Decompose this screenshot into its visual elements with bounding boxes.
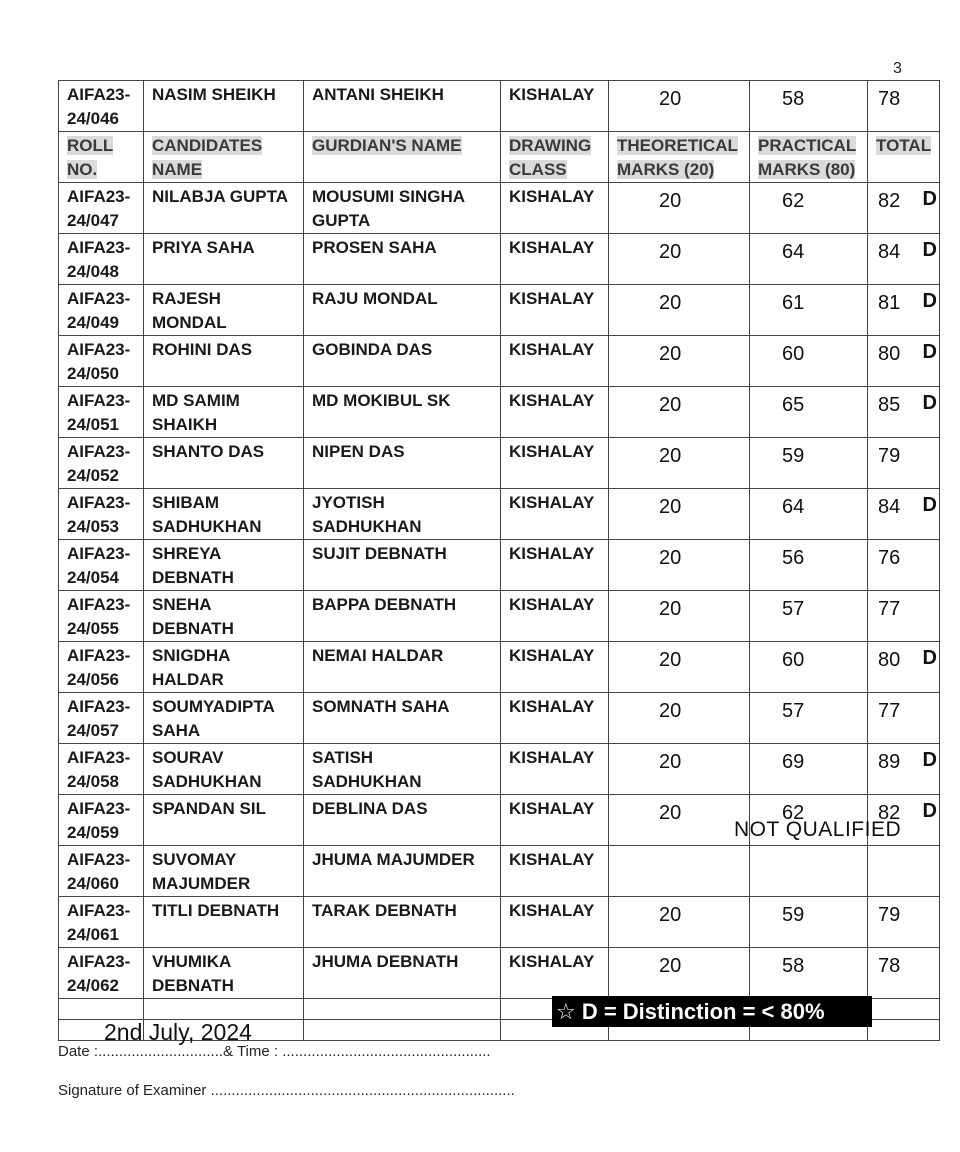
practical-marks-cell: 62 [750, 183, 868, 234]
total-value: 82 [878, 802, 901, 824]
drawing-class-cell: KISHALAY [501, 387, 609, 438]
roll-no-cell: AIFA23- 24/056 [59, 642, 144, 693]
distinction-mark: D [922, 800, 937, 822]
total-value: 81 [878, 292, 901, 314]
total-value: 85 [878, 394, 901, 416]
total-marks-cell [868, 183, 940, 234]
candidate-name-cell: MD SAMIM SHAIKH [144, 387, 304, 438]
candidate-name-cell: SHANTO DAS [144, 438, 304, 489]
theoretical-marks-cell: 20 [609, 285, 750, 336]
table-row [59, 897, 940, 948]
candidate-name-cell: NILABJA GUPTA [144, 183, 304, 234]
roll-no-cell: AIFA23- 24/061 [59, 897, 144, 948]
practical-marks-cell: 62 [750, 795, 868, 846]
theoretical-marks-cell: 20 [609, 81, 750, 132]
drawing-class-header [501, 132, 609, 183]
total-value: 84 [878, 241, 901, 263]
total-marks-cell [868, 744, 940, 795]
table-row [59, 234, 940, 285]
drawing-class-cell: KISHALAY [501, 948, 609, 999]
drawing-class-cell: KISHALAY [501, 591, 609, 642]
roll-no-cell: AIFA23- 24/051 [59, 387, 144, 438]
roll-no-cell: AIFA23- 24/053 [59, 489, 144, 540]
table-row [59, 438, 940, 489]
total-marks-cell [868, 234, 940, 285]
candidate-name-cell: SNEHA DEBNATH [144, 591, 304, 642]
roll-no-cell: AIFA23- 24/047 [59, 183, 144, 234]
table-row [59, 948, 940, 999]
total-marks-cell [868, 387, 940, 438]
table-row [59, 336, 940, 387]
total-value: 82 [878, 190, 901, 212]
table-row [59, 81, 940, 132]
blank-cell [868, 1020, 940, 1041]
blank-cell [304, 1020, 501, 1041]
guardian-name-cell: BAPPA DEBNATH [304, 591, 501, 642]
table-row [59, 846, 940, 897]
table-header-row [59, 132, 940, 183]
roll-no-header [59, 132, 144, 183]
table-row [59, 183, 940, 234]
guardian-name-cell: RAJU MONDAL [304, 285, 501, 336]
header-label: ROLL NO. [67, 136, 114, 179]
total-value: 79 [878, 904, 901, 926]
total-value: 77 [878, 598, 901, 620]
practical-marks-cell: 56 [750, 540, 868, 591]
distinction-mark: D [922, 392, 937, 414]
total-value: 89 [878, 751, 901, 773]
guardian-name-cell: ANTANI SHEIKH [304, 81, 501, 132]
total-value: 78 [878, 88, 901, 110]
theoretical-marks-cell: 20 [609, 438, 750, 489]
practical-marks-cell: 58 [750, 948, 868, 999]
distinction-mark: D [922, 749, 937, 771]
guardian-name-cell: SUJIT DEBNATH [304, 540, 501, 591]
total-header [868, 132, 940, 183]
practical-marks-cell: 64 [750, 489, 868, 540]
header-label: TOTAL [876, 136, 932, 155]
total-value: 84 [878, 496, 901, 518]
guardian-name-cell: PROSEN SAHA [304, 234, 501, 285]
blank-cell [144, 999, 304, 1020]
theoretical-marks-cell: 20 [609, 948, 750, 999]
header-label: DRAWING CLASS [509, 136, 592, 179]
drawing-class-cell: KISHALAY [501, 183, 609, 234]
table-row [59, 540, 940, 591]
practical-marks-cell: 60 [750, 336, 868, 387]
table-row [59, 285, 940, 336]
distinction-mark: D [922, 239, 937, 261]
drawing-class-cell: KISHALAY [501, 642, 609, 693]
drawing-class-cell: KISHALAY [501, 744, 609, 795]
distinction-mark: D [922, 188, 937, 210]
guardian-name-cell: SOMNATH SAHA [304, 693, 501, 744]
distinction-mark: D [922, 647, 937, 669]
roll-no-cell: AIFA23- 24/058 [59, 744, 144, 795]
practical-marks-cell [750, 846, 868, 897]
marks-table [58, 80, 940, 1041]
roll-no-cell: AIFA23- 24/060 [59, 846, 144, 897]
total-marks-cell [868, 591, 940, 642]
total-marks-cell [868, 285, 940, 336]
total-value: 77 [878, 700, 901, 722]
roll-no-cell: AIFA23- 24/055 [59, 591, 144, 642]
theoretical-marks-cell: 20 [609, 234, 750, 285]
total-marks-cell [868, 81, 940, 132]
theoretical-marks-cell: 20 [609, 744, 750, 795]
total-marks-cell [868, 540, 940, 591]
total-marks-cell [868, 336, 940, 387]
header-label: GURDIAN'S NAME [312, 136, 462, 155]
table-row [59, 489, 940, 540]
roll-no-cell: AIFA23- 24/059 [59, 795, 144, 846]
candidate-name-cell: NASIM SHEIKH [144, 81, 304, 132]
practical-marks-header [750, 132, 868, 183]
table-row [59, 387, 940, 438]
guardian-name-cell: JYOTISH SADHUKHAN [304, 489, 501, 540]
distinction-mark: D [922, 341, 937, 363]
theoretical-marks-cell: 20 [609, 897, 750, 948]
header-label: CANDIDATES NAME [152, 136, 263, 179]
roll-no-cell: AIFA23- 24/049 [59, 285, 144, 336]
drawing-class-cell: KISHALAY [501, 285, 609, 336]
drawing-class-cell: KISHALAY [501, 693, 609, 744]
roll-no-cell: AIFA23- 24/050 [59, 336, 144, 387]
total-marks-cell [868, 489, 940, 540]
not-qualified-note: NOT QUALIFIED [734, 818, 902, 841]
drawing-class-cell: KISHALAY [501, 540, 609, 591]
drawing-class-cell: KISHALAY [501, 795, 609, 846]
guardian-name-cell: MOUSUMI SINGHA GUPTA [304, 183, 501, 234]
theoretical-marks-cell: 20 [609, 642, 750, 693]
blank-cell [59, 999, 144, 1020]
total-value: 80 [878, 343, 901, 365]
distinction-legend: ☆ D = Distinction = < 80% [552, 996, 872, 1027]
total-marks-cell [868, 948, 940, 999]
theoretical-marks-cell [609, 846, 750, 897]
distinction-mark: D [922, 290, 937, 312]
total-marks-cell [868, 693, 940, 744]
guardian-name-cell: DEBLINA DAS [304, 795, 501, 846]
guardian-name-cell: TARAK DEBNATH [304, 897, 501, 948]
practical-marks-cell: 57 [750, 591, 868, 642]
theoretical-marks-cell: 20 [609, 540, 750, 591]
practical-marks-cell: 60 [750, 642, 868, 693]
guardian-name-cell: GOBINDA DAS [304, 336, 501, 387]
candidate-name-cell: SPANDAN SIL [144, 795, 304, 846]
table-row [59, 642, 940, 693]
practical-marks-cell: 61 [750, 285, 868, 336]
total-marks-cell [868, 846, 940, 897]
practical-marks-cell: 65 [750, 387, 868, 438]
table-row [59, 591, 940, 642]
candidate-name-cell: SOUMYADIPTA SAHA [144, 693, 304, 744]
theoretical-marks-cell: 20 [609, 183, 750, 234]
total-value: 79 [878, 445, 901, 467]
drawing-class-cell: KISHALAY [501, 846, 609, 897]
blank-cell [304, 999, 501, 1020]
candidate-name-cell: SUVOMAY MAJUMDER [144, 846, 304, 897]
candidate-name-cell: SHIBAM SADHUKHAN [144, 489, 304, 540]
roll-no-cell: AIFA23- 24/057 [59, 693, 144, 744]
theoretical-marks-cell: 20 [609, 489, 750, 540]
theoretical-marks-cell: 20 [609, 693, 750, 744]
distinction-mark: D [922, 494, 937, 516]
theoretical-marks-cell: 20 [609, 387, 750, 438]
practical-marks-cell: 58 [750, 81, 868, 132]
header-label: THEORETICAL MARKS (20) [617, 136, 738, 179]
candidate-name-header [144, 132, 304, 183]
roll-no-cell: AIFA23- 24/048 [59, 234, 144, 285]
page-number: 3 [893, 60, 902, 77]
guardian-name-cell: MD MOKIBUL SK [304, 387, 501, 438]
total-value: 80 [878, 649, 901, 671]
practical-marks-cell: 64 [750, 234, 868, 285]
candidate-name-cell: SHREYA DEBNATH [144, 540, 304, 591]
drawing-class-cell: KISHALAY [501, 81, 609, 132]
candidate-name-cell: TITLI DEBNATH [144, 897, 304, 948]
signature-line: Signature of Examiner ......................................................................... [58, 1082, 515, 1099]
drawing-class-cell: KISHALAY [501, 489, 609, 540]
drawing-class-cell: KISHALAY [501, 897, 609, 948]
handwritten-date: 2nd July, 2024 [104, 1019, 252, 1045]
practical-marks-cell: 57 [750, 693, 868, 744]
theoretical-marks-cell: 20 [609, 795, 750, 846]
practical-marks-cell: 69 [750, 744, 868, 795]
candidate-name-cell: VHUMIKA DEBNATH [144, 948, 304, 999]
guardian-name-cell: SATISH SADHUKHAN [304, 744, 501, 795]
total-marks-cell [868, 438, 940, 489]
candidate-name-cell: SOURAV SADHUKHAN [144, 744, 304, 795]
guardian-name-cell: NIPEN DAS [304, 438, 501, 489]
drawing-class-cell: KISHALAY [501, 336, 609, 387]
drawing-class-cell: KISHALAY [501, 234, 609, 285]
candidate-name-cell: SNIGDHA HALDAR [144, 642, 304, 693]
candidate-name-cell: PRIYA SAHA [144, 234, 304, 285]
table-row [59, 693, 940, 744]
drawing-class-cell: KISHALAY [501, 438, 609, 489]
roll-no-cell: AIFA23- 24/062 [59, 948, 144, 999]
practical-marks-cell: 59 [750, 438, 868, 489]
header-label: PRACTICAL MARKS (80) [758, 136, 857, 179]
total-value: 78 [878, 955, 901, 977]
guardian-name-cell: JHUMA MAJUMDER [304, 846, 501, 897]
table-row [59, 744, 940, 795]
guardian-name-header [304, 132, 501, 183]
roll-no-cell: AIFA23- 24/046 [59, 81, 144, 132]
date-time-line: Date :..............................& Time : .................................................. [58, 1043, 491, 1060]
guardian-name-cell: JHUMA DEBNATH [304, 948, 501, 999]
candidate-name-cell: ROHINI DAS [144, 336, 304, 387]
total-marks-cell [868, 897, 940, 948]
roll-no-cell: AIFA23- 24/054 [59, 540, 144, 591]
blank-cell [868, 999, 940, 1020]
theoretical-marks-header [609, 132, 750, 183]
total-marks-cell [868, 642, 940, 693]
candidate-name-cell: RAJESH MONDAL [144, 285, 304, 336]
roll-no-cell: AIFA23- 24/052 [59, 438, 144, 489]
practical-marks-cell: 59 [750, 897, 868, 948]
total-value: 76 [878, 547, 901, 569]
theoretical-marks-cell: 20 [609, 336, 750, 387]
theoretical-marks-cell: 20 [609, 591, 750, 642]
guardian-name-cell: NEMAI HALDAR [304, 642, 501, 693]
